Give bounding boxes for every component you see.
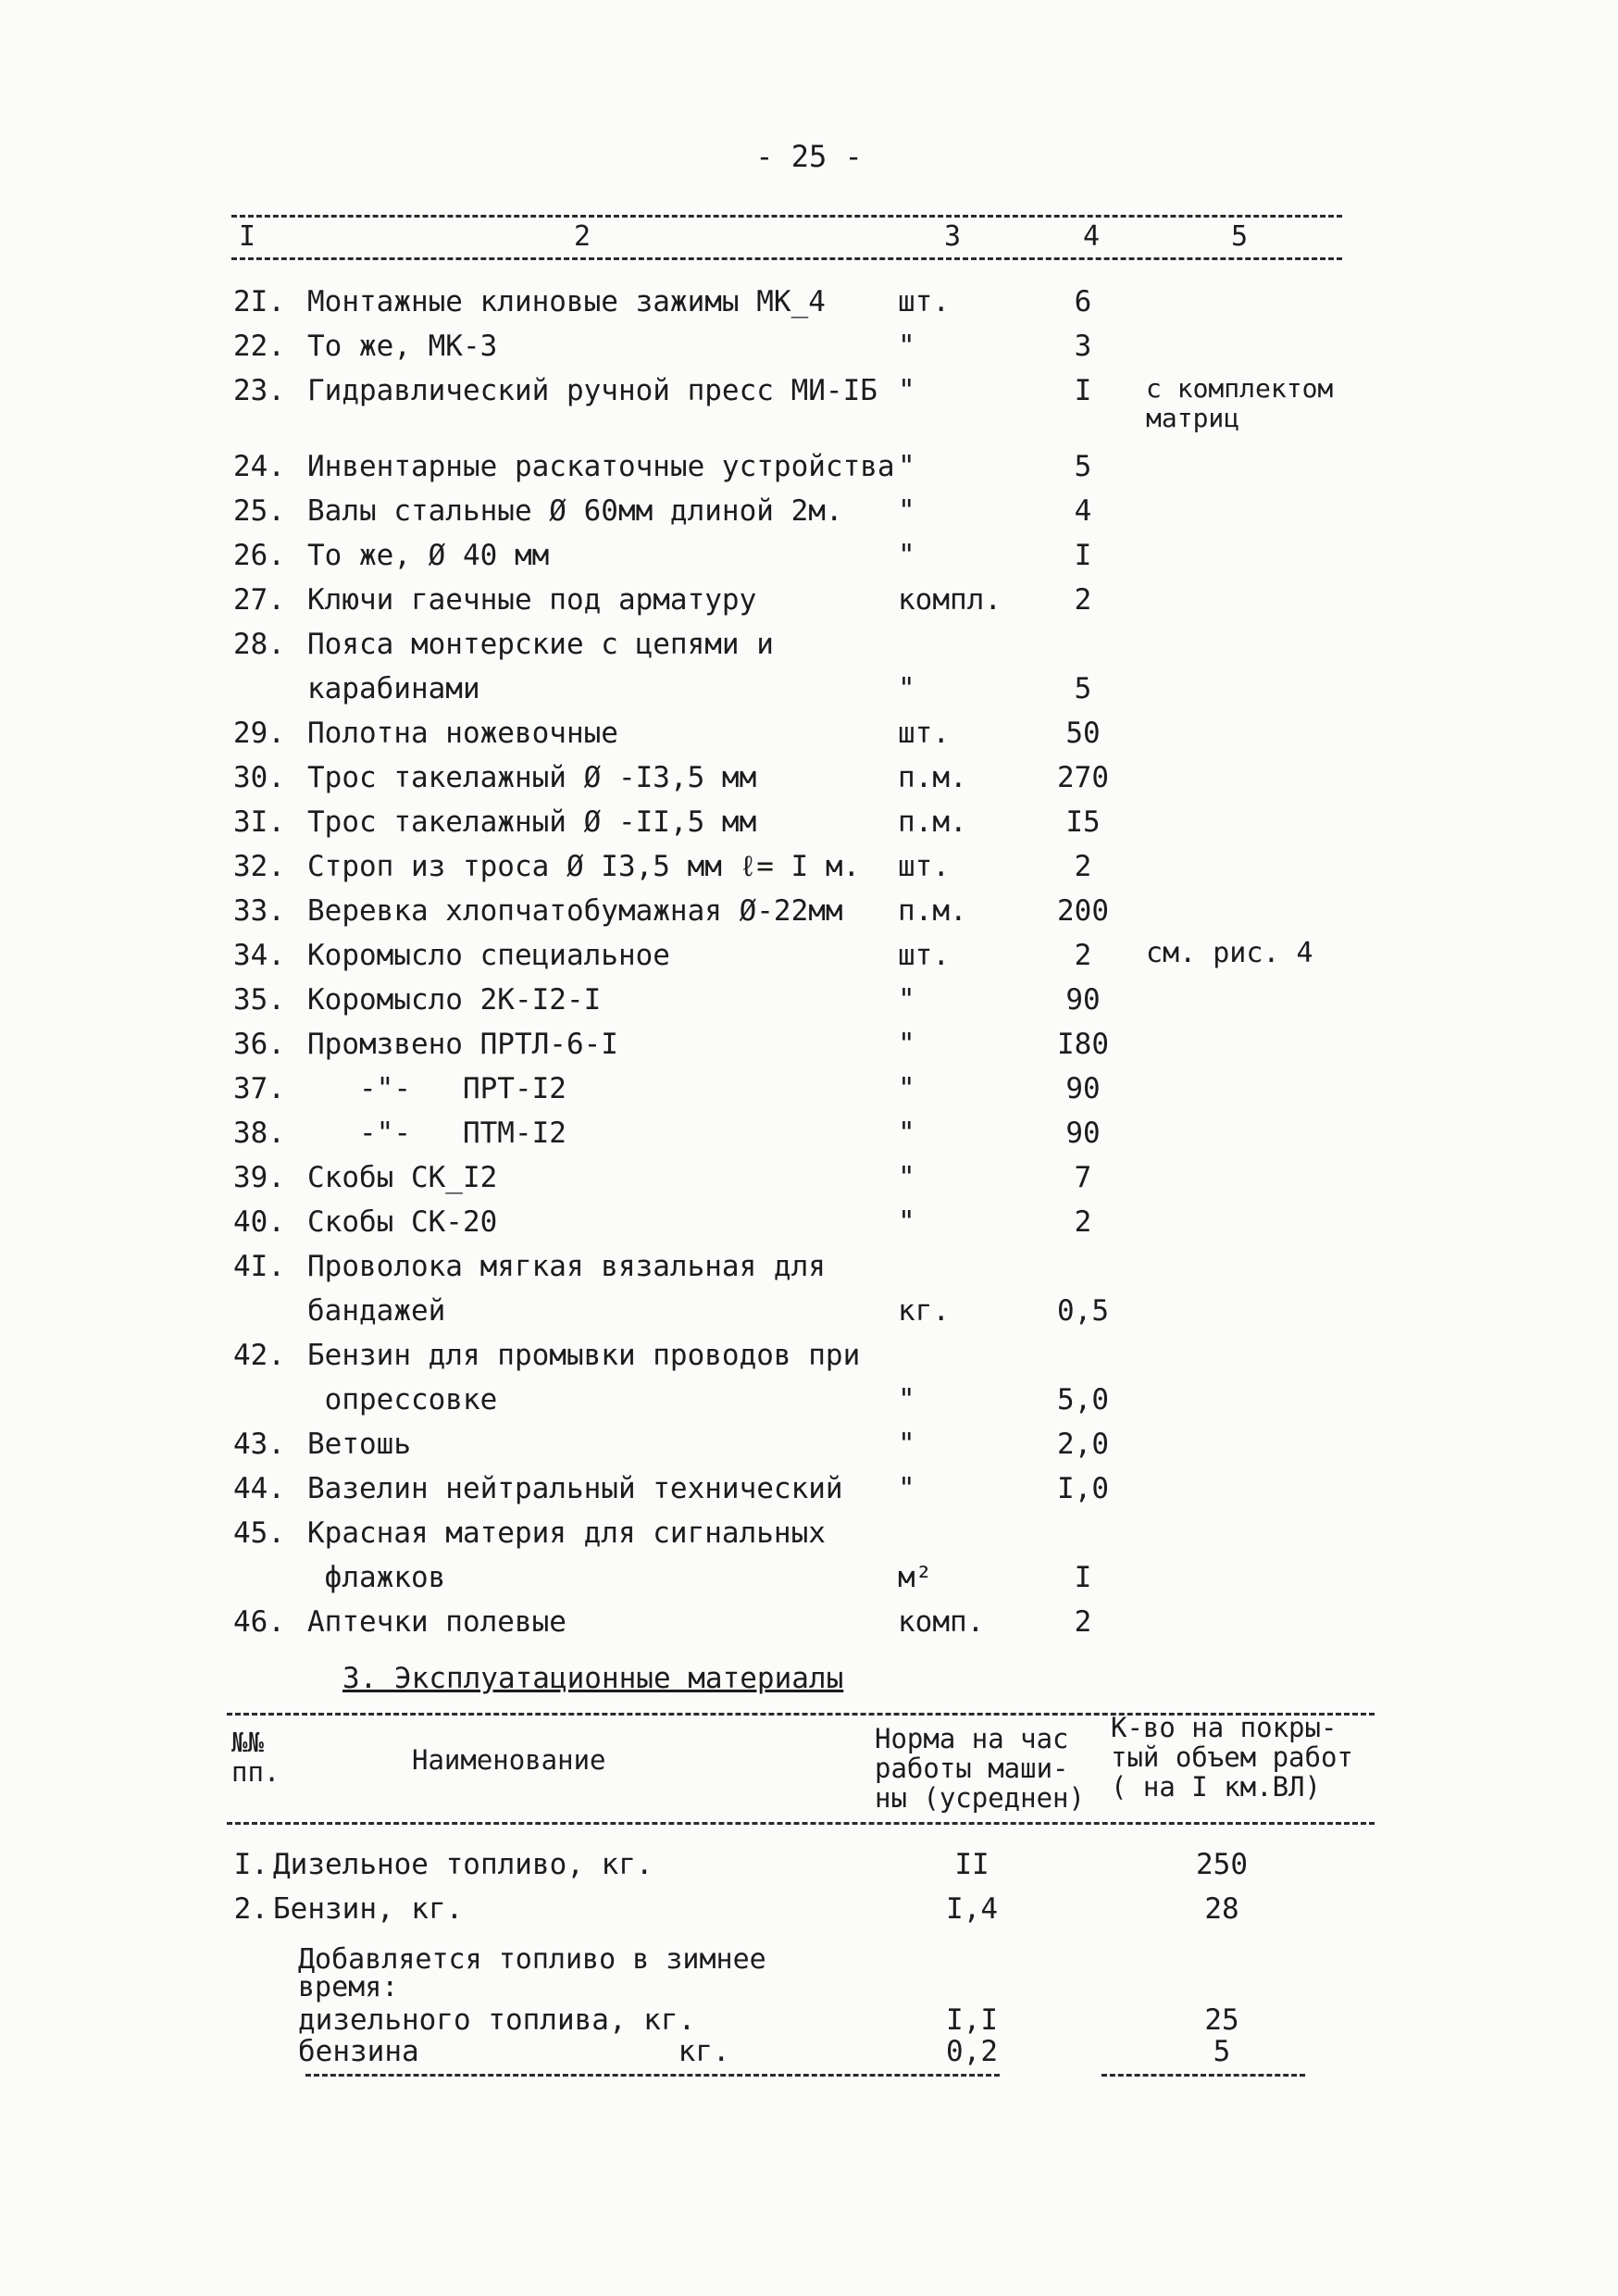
table1-header-bottom-rule (231, 257, 1342, 260)
row-name: карабинами (307, 672, 480, 705)
row-number: 27. (233, 583, 285, 617)
row-qty: 270 (1057, 761, 1109, 794)
row-number: 28. (233, 628, 285, 661)
table-row (0, 1250, 1618, 1294)
row-number: 29. (233, 717, 285, 750)
row-name: Веревка хлопчатобумажная Ø-22мм (307, 894, 843, 928)
row-unit: " (898, 539, 915, 572)
row-unit: " (898, 1161, 915, 1194)
row-name: Бензин для промывки проводов при (307, 1339, 861, 1372)
row-name: Полотна ножевочные (307, 717, 618, 750)
table2-header-bottom-rule (227, 1822, 1375, 1825)
table-row (0, 330, 1618, 374)
winter-note-line2: время: (298, 1971, 399, 2003)
row-unit: п.м. (898, 805, 967, 839)
row-qty: 50 (1065, 717, 1101, 750)
row-qty: 200 (1057, 894, 1109, 928)
row-name: Гидравлический ручной пресс МИ-IБ (307, 374, 877, 407)
winter-note-line1: Добавляется топливо в зимнее (298, 1943, 766, 1976)
row-number: 26. (233, 539, 285, 572)
table-row (0, 1339, 1618, 1383)
table-row (0, 983, 1618, 1028)
row-number: 42. (233, 1339, 285, 1372)
table2-header-num-line2: пп. (231, 1756, 280, 1788)
table-row (0, 939, 1618, 983)
row-unit: " (898, 374, 915, 407)
row-unit: " (898, 1472, 915, 1505)
row-number: 33. (233, 894, 285, 928)
row-qty: I (1074, 1561, 1092, 1594)
row-name: опрессовке (307, 1383, 498, 1416)
table-row (0, 285, 1618, 330)
row-name: Пояса монтерские с цепями и (307, 628, 774, 661)
row-name: Вазелин нейтральный технический (307, 1472, 843, 1505)
row-number: 22. (233, 330, 285, 363)
row-name: флажков (307, 1561, 446, 1594)
row-number: 36. (233, 1028, 285, 1061)
row-norm: II (954, 1848, 989, 1881)
row-qty: 5,0 (1057, 1383, 1109, 1416)
table-row (0, 1294, 1618, 1339)
row-unit: п.м. (898, 761, 967, 794)
row-unit: шт. (898, 285, 950, 318)
row-qty: 2 (1074, 1605, 1092, 1639)
row-name: Ветошь (307, 1428, 411, 1461)
table-row (0, 850, 1618, 894)
row-qty: 2 (1074, 1205, 1092, 1239)
row-unit: шт. (898, 939, 950, 972)
row-number: 45. (233, 1516, 285, 1550)
row-number: 3I. (233, 805, 285, 839)
table2-header-norm (875, 1724, 1085, 1813)
table-row (0, 628, 1618, 672)
row-qty: 4 (1074, 494, 1092, 528)
row-unit: " (898, 1205, 915, 1239)
row-qty: 2 (1074, 850, 1092, 883)
table-row (0, 1428, 1618, 1472)
table2-header-norm-line1: Норма на час (875, 1723, 1069, 1754)
row-name: бандажей (307, 1294, 446, 1328)
row-unit: шт. (898, 850, 950, 883)
row-name: То же, Ø 40 мм (307, 539, 550, 572)
table-row (0, 1117, 1618, 1161)
row-unit: кг. (898, 1294, 950, 1328)
table-row (0, 450, 1618, 494)
table2-header-qty-line2: тый объем работ (1111, 1741, 1353, 1773)
table-row (0, 539, 1618, 583)
row-qty: 5 (1074, 672, 1092, 705)
row-qty: 3 (1074, 330, 1092, 363)
row-qty: I80 (1057, 1028, 1109, 1061)
row-name: Ключи гаечные под арматуру (307, 583, 757, 617)
row-name: Красная материя для сигнальных (307, 1516, 826, 1550)
row-number: 25. (233, 494, 285, 528)
table1-header-col3: 3 (944, 220, 962, 253)
table2-bottom-rule (305, 2074, 1000, 2077)
table2-bottom-rule-right (1101, 2074, 1305, 2077)
row-number: 4I. (233, 1250, 285, 1283)
row-name: Скобы СК-20 (307, 1205, 498, 1239)
row-name: Бензин, кг. (273, 1892, 464, 1926)
table-row (0, 1383, 1618, 1428)
row-qty: 25 (1204, 2003, 1239, 2037)
row-number: 32. (233, 850, 285, 883)
row-name: Валы стальные Ø 60мм длиной 2м. (307, 494, 843, 528)
row-unit: " (898, 330, 915, 363)
table2-header-num-line1: №№ (231, 1727, 264, 1758)
table1-header-col4: 4 (1083, 220, 1101, 253)
row-unit: " (898, 494, 915, 528)
table-row (0, 373, 1618, 433)
row-qty: 2 (1074, 583, 1092, 617)
row-number: 38. (233, 1117, 285, 1150)
row-norm: I,I (946, 2003, 998, 2037)
table-row (0, 805, 1618, 850)
row-qty: 5 (1213, 2035, 1231, 2068)
table2-header-qty-line1: К-во на покры- (1111, 1712, 1338, 1743)
row-qty: I,0 (1057, 1472, 1109, 1505)
table-row (0, 761, 1618, 805)
row-number: 40. (233, 1205, 285, 1239)
table2-header-num (231, 1728, 280, 1787)
table2-header-name: Наименование (412, 1744, 606, 1776)
row-name: -"- ПТМ-I2 (307, 1117, 566, 1150)
table2-header-qty (1111, 1713, 1353, 1802)
table-row (0, 894, 1618, 939)
row-unit: " (898, 983, 915, 1017)
table2-header-qty-line3: ( на I км.ВЛ) (1111, 1771, 1321, 1803)
row-name: Трос такелажный Ø -I3,5 мм (307, 761, 757, 794)
row-number: 30. (233, 761, 285, 794)
row-qty: 250 (1196, 1848, 1248, 1881)
table-row (0, 1561, 1618, 1605)
row-unit: " (898, 1028, 915, 1061)
table1-header-top-rule (231, 215, 1342, 218)
table-row (0, 1072, 1618, 1117)
row-norm: 0,2 (946, 2035, 998, 2068)
row-name: Скобы СК_I2 (307, 1161, 498, 1194)
row-name: Коромысло специальное (307, 939, 670, 972)
page-number: - 25 - (755, 139, 863, 174)
row-qty: 6 (1074, 285, 1092, 318)
row-qty: 90 (1065, 983, 1101, 1017)
row-qty: I (1074, 539, 1092, 572)
row-note: см. рис. 4 (1146, 937, 1313, 969)
table-row (0, 1605, 1618, 1650)
table-row (0, 1205, 1618, 1250)
row-unit: шт. (898, 717, 950, 750)
table1-header-col2: 2 (574, 220, 591, 253)
table-row (0, 1472, 1618, 1516)
table-row (0, 717, 1618, 761)
table-row (0, 1161, 1618, 1205)
table-row (0, 583, 1618, 628)
row-number: 34. (233, 939, 285, 972)
row-number: 37. (233, 1072, 285, 1105)
table-row (0, 494, 1618, 539)
row-name: Аптечки полевые (307, 1605, 566, 1639)
table2-header-norm-line3: ны (усреднен) (875, 1782, 1085, 1814)
row-number: 23. (233, 374, 285, 407)
table2-header-norm-line2: работы маши- (875, 1753, 1069, 1784)
winter-note (298, 1943, 766, 2003)
row-qty: 2 (1074, 939, 1092, 972)
row-unit: п.м. (898, 894, 967, 928)
row-name: Трос такелажный Ø -II,5 мм (307, 805, 757, 839)
row-name: То же, МК-3 (307, 330, 498, 363)
row-norm: I,4 (946, 1892, 998, 1926)
row-name: Монтажные клиновые зажимы МК_4 (307, 285, 826, 318)
row-qty: 2,0 (1057, 1428, 1109, 1461)
section-title: 3. Эксплуатационные материалы (342, 1662, 844, 1695)
row-qty: 7 (1074, 1161, 1092, 1194)
row-qty: 5 (1074, 450, 1092, 483)
row-name: Проволока мягкая вязальная для (307, 1250, 826, 1283)
row-name: Строп из троса Ø I3,5 мм ℓ= I м. (307, 850, 861, 883)
row-unit: м² (898, 1561, 933, 1594)
row-unit: компл. (898, 583, 1002, 617)
row-number: 35. (233, 983, 285, 1017)
table1-header-col1: I (239, 220, 256, 253)
row-qty: I5 (1065, 805, 1101, 839)
row-qty: 0,5 (1057, 1294, 1109, 1328)
row-name: Инвентарные раскаточные устройства (307, 450, 895, 483)
row-unit: " (898, 672, 915, 705)
row-name: Коромысло 2К-I2-I (307, 983, 602, 1017)
row-number: 2I. (233, 285, 285, 318)
table-row (0, 672, 1618, 717)
table1-header-col5: 5 (1231, 220, 1249, 253)
row-name: Промзвено ПРТЛ-6-I (307, 1028, 618, 1061)
row-unit: " (898, 1072, 915, 1105)
row-unit: " (898, 1383, 915, 1416)
row-qty: 90 (1065, 1117, 1101, 1150)
table-row (0, 1028, 1618, 1072)
table-row (0, 1516, 1618, 1561)
row-name: -"- ПРТ-I2 (307, 1072, 566, 1105)
row-unit: " (898, 1117, 915, 1150)
row-name: Дизельное топливо, кг. (273, 1848, 653, 1881)
row-qty: I (1074, 374, 1092, 407)
row-number: 39. (233, 1161, 285, 1194)
row-qty: 28 (1204, 1892, 1239, 1926)
row-qty: 90 (1065, 1072, 1101, 1105)
row-number: 44. (233, 1472, 285, 1505)
row-name: дизельного топлива, кг. (298, 2003, 696, 2037)
row-name: бензина кг. (298, 2035, 730, 2068)
row-number: 24. (233, 450, 285, 483)
row-number: I. (233, 1848, 268, 1881)
row-number: 46. (233, 1605, 285, 1639)
row-unit: комп. (898, 1605, 985, 1639)
row-number: 43. (233, 1428, 285, 1461)
row-unit: " (898, 1428, 915, 1461)
row-unit: " (898, 450, 915, 483)
row-number: 2. (233, 1892, 268, 1926)
row-note: с комплектом матриц (1146, 373, 1334, 433)
